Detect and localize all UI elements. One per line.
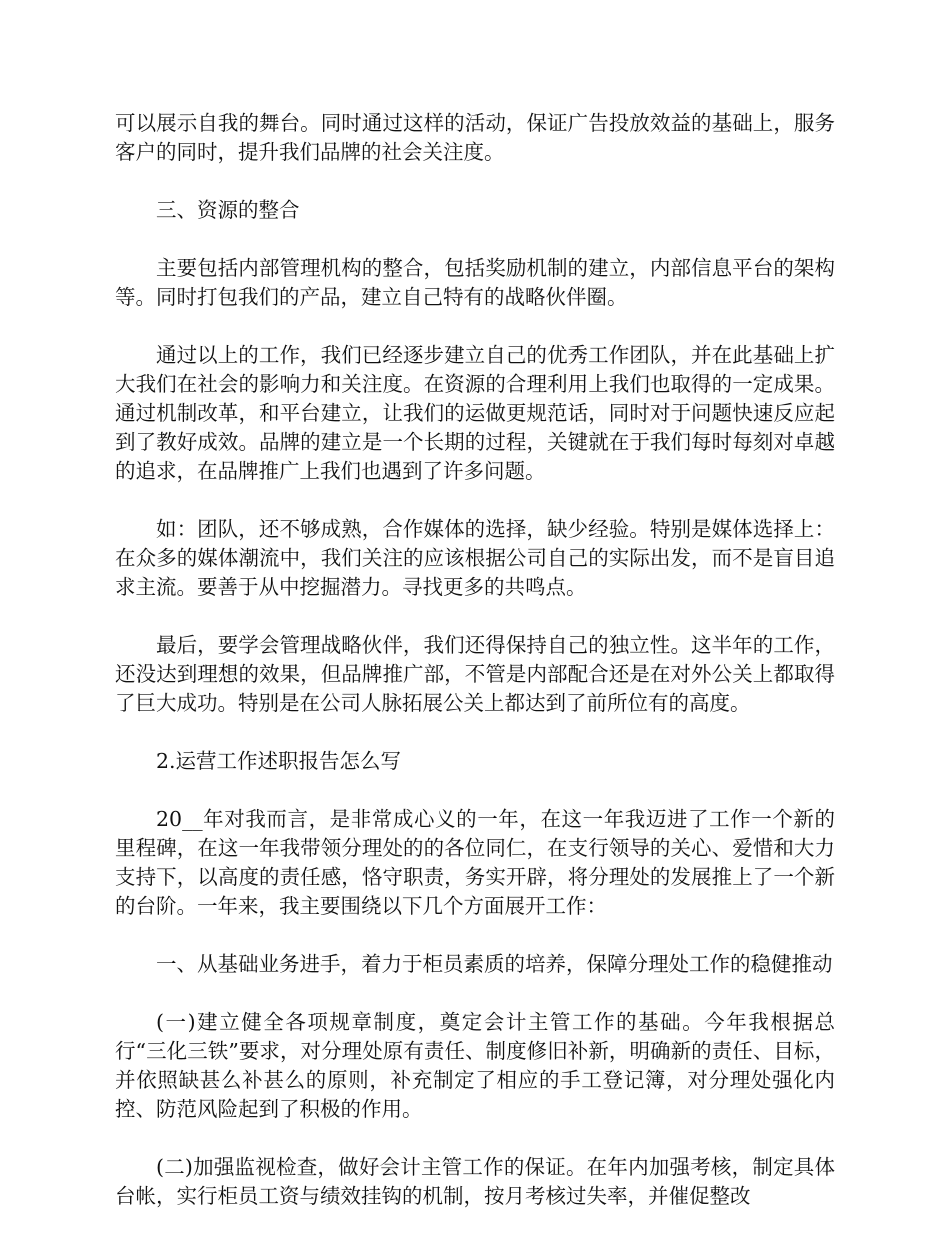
- section-heading-report-2: 2.运营工作述职报告怎么写: [156, 749, 402, 773]
- paragraph-rules-system: (一)建立健全各项规章制度，奠定会计主管工作的基础。今年我根据总行“三化三铁”要求，对分理处原有责任、制度修旧补新，明确新的责任、目标，并依照缺甚么补甚么的原则，补充制定了相应的手工登记簿，对分理处强化内控、防范风险起到了积极的作用。: [115, 1010, 835, 1121]
- document-page: [115, 109, 835, 1240]
- paragraph-work-results: 通过以上的工作，我们已经逐步建立自己的优秀工作团队，并在此基础上扩大我们在社会的影响力和关注度。在资源的合理利用上我们也取得的一定成果。通过机制改革，和平台建立，让我们的运做更规范话，同时对于问题快速反应起到了教好成效。品牌的建立是一个长期的过程，关键就在于我们每时每刻对卓越的追求，在品牌推广上我们也遇到了许多问题。: [115, 343, 835, 483]
- paragraph-conclusion: 最后，要学会管理战略伙伴，我们还得保持自己的独立性。这半年的工作，还没达到理想的效果，但品牌推广部，不管是内部配合还是在对外公关上都取得了巨大成功。特别是在公司人脉拓展公关上都达到了前所位有的高度。: [115, 633, 835, 715]
- section-heading-basic-business: 一、从基础业务进手，着力于柜员素质的培养，保障分理处工作的稳健推动: [156, 952, 833, 976]
- section-heading-resource-integration: 三、资源的整合: [156, 198, 300, 222]
- paragraph-continuation: 可以展示自我的舞台。同时通过这样的活动，保证广告投放效益的基础上，服务客户的同时，提升我们品牌的社会关注度。: [115, 111, 835, 164]
- paragraph-year-summary: 20__年对我而言，是非常成心义的一年，在这一年我迈进了工作一个新的里程碑，在这一年我带领分理处的的各位同仁，在支行领导的关心、爱惜和大力支持下，以高度的责任感，恪守职责，务实开辟，将分理处的发展推上了一个新的台阶。一年来，我主要围绕以下几个方面展开工作：: [115, 807, 835, 918]
- paragraph-problems: 如：团队，还不够成熟，合作媒体的选择，缺少经验。特别是媒体选择上：在众多的媒体潮流中，我们关注的应该根据公司自己的实际出发，而不是盲目追求主流。要善于从中挖掘潜力。寻找更多的共鸣点。: [115, 517, 835, 599]
- paragraph-supervision: (二)加强监视检查，做好会计主管工作的保证。在年内加强考核，制定具体台帐，实行柜员工资与绩效挂钩的机制，按月考核过失率，并催促整改: [115, 1155, 835, 1208]
- paragraph-integration-content: 主要包括内部管理机构的整合，包括奖励机制的建立，内部信息平台的架构等。同时打包我们的产品，建立自己特有的战略伙伴圈。: [115, 256, 835, 309]
